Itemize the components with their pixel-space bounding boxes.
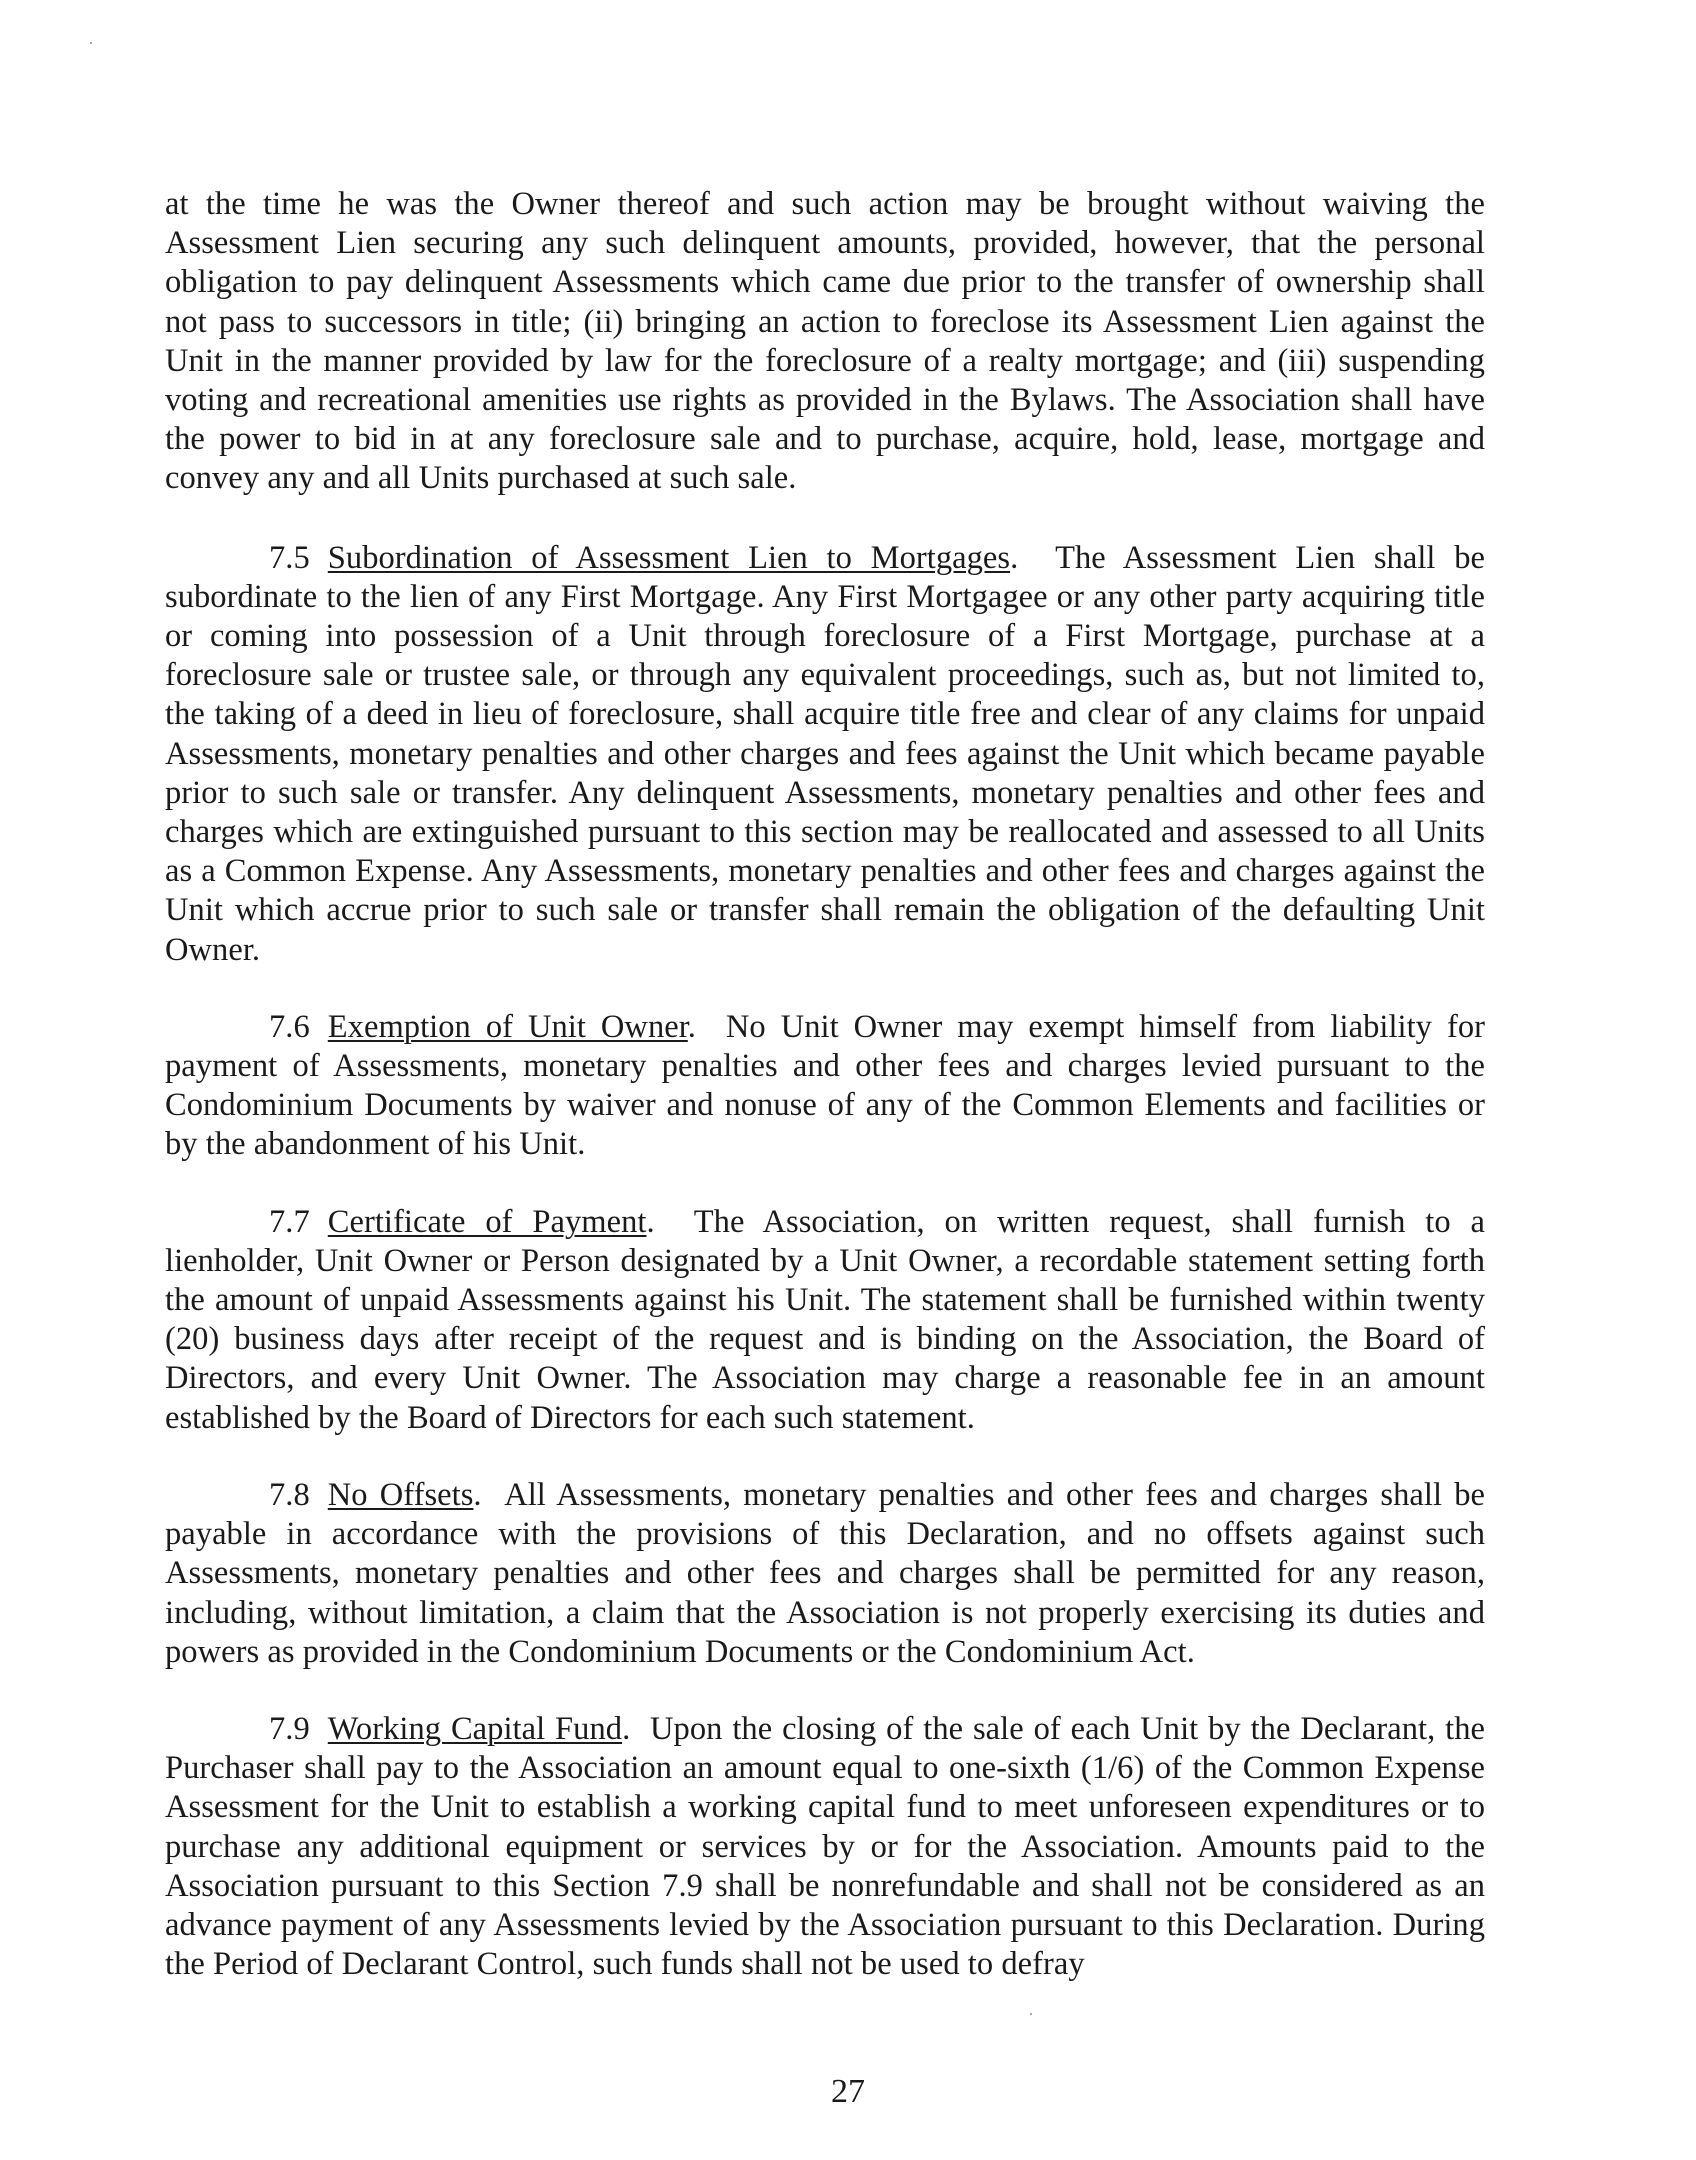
- section-number: 7.5: [269, 539, 310, 576]
- section-number: 7.9: [269, 1710, 310, 1747]
- section-7-8: 7.8 No Offsets. All Assessments, monetary penalties and other fees and charges shall be payable in accordance with the provisions of this Declaration, and no offsets against such Assessments, monetary penalties and other fees and charges shall be permitted for any reason, including, without limitation, a claim that the Association is not properly exercising its duties and powers as provided in the Condominium Documents or the Condominium Act.: [165, 1476, 1486, 1670]
- section-title: Subordination of Assessment Lien to Mortgages: [327, 539, 1011, 576]
- section-body: The Association, on written request, shall furnish to a lienholder, Unit Owner or Person designated by a Unit Owner, a recordable statement setting forth the amount of unpaid Assessments against his Unit. The statement shall be furnished within twenty (20) business days after receipt of the request and is binding on the Association, the Board of Directors, and every Unit Owner. The Association may charge a reasonable fee in an amount established by the Board of Directors for each such statement.: [165, 1203, 1485, 1436]
- section-body: All Assessments, monetary penalties and other fees and charges shall be payable in accordance with the provisions of this Declaration, and no offsets against such Assessments, monetary penalties and other fees and charges shall be permitted for any reason, including, without limitation, a claim that the Association is not properly exercising its duties and powers as provided in the Condominium Documents or the Condominium Act.: [165, 1476, 1486, 1670]
- section-7-7: 7.7 Certificate of Payment. The Association, on written request, shall furnish to a lienholder, Unit Owner or Person designated by a Unit Owner, a recordable statement setting forth the amount of unpaid Assessments against his Unit. The statement shall be furnished within twenty (20) business days after receipt of the request and is binding on the Association, the Board of Directors, and every Unit Owner. The Association may charge a reasonable fee in an amount established by the Board of Directors for each such statement.: [165, 1203, 1485, 1436]
- section-body: The Assessment Lien shall be subordinate to the lien of any First Mortgage. Any First Mortgagee or any other party acquiring title or coming into possession of a Unit through foreclosure of a First Mortgage, purchase at a foreclosure sale or trustee sale, or through any equivalent proceedings, such as, but not limited to, the taking of a deed in lieu of foreclosure, shall acquire title free and clear of any claims for unpaid Assessments, monetary penalties and other charges and fees against the Unit which became payable prior to such sale or transfer. Any delinquent Assessments, monetary penalties and other fees and charges which are extinguished pursuant to this section may be reallocated and assessed to all Units as a Common Expense. Any Assessments, monetary penalties and other fees and charges against the Unit which accrue prior to such sale or transfer shall remain the obligation of the defaulting Unit Owner.: [165, 539, 1485, 968]
- section-body: Upon the closing of the sale of each Unit by the Declarant, the Purchaser shall pay to the Association an amount equal to one-sixth (1/6) of the Common Expense Assessment for the Unit to establish a working capital fund to meet unforeseen expenditures or to purchase any additional equipment or services by or for the Association. Amounts paid to the Association pursuant to this Section 7.9 shall be nonrefundable and shall not be considered as an advance payment of any Assessments levied by the Association pursuant to this Declaration. During the Period of Declarant Control, such funds shall not be used to defray: [165, 1710, 1486, 1983]
- document-body: [165, 185, 1485, 2022]
- section-title: Working Capital Fund: [327, 1710, 623, 1747]
- opening-paragraph: at the time he was the Owner thereof and such action may be brought without waiving the Assessment Lien securing any such delinquent amounts, provided, however, that the personal obligation to pay delinquent Assessments which came due prior to the transfer of ownership shall not pass to successors in title; (ii) bringing an action to foreclose its Assessment Lien against the Unit in the manner provided by law for the foreclosure of a realty mortgage; and (iii) suspending voting and recreational amenities use rights as provided in the Bylaws. The Association shall have the power to bid in at any foreclosure sale and to purchase, acquire, hold, lease, mortgage and convey any and all Units purchased at such sale.: [165, 186, 1485, 497]
- section-7-6: 7.6 Exemption of Unit Owner. No Unit Owner may exempt himself from liability for payment of Assessments, monetary penalties and other fees and charges levied pursuant to the Condominium Documents by waiver and nonuse of any of the Common Elements and facilities or by the abandonment of his Unit.: [165, 1008, 1485, 1163]
- section-number: 7.8: [269, 1476, 310, 1513]
- page-number: 27: [831, 2073, 865, 2110]
- scan-speck: [90, 42, 92, 44]
- section-number: 7.7: [269, 1203, 310, 1240]
- section-title: Exemption of Unit Owner: [327, 1008, 688, 1045]
- section-title: No Offsets: [327, 1476, 474, 1513]
- section-number: 7.6: [269, 1008, 310, 1045]
- section-7-5: 7.5 Subordination of Assessment Lien to Mortgages. The Assessment Lien shall be subordinate to the lien of any First Mortgage. Any First Mortgagee or any other party acquiring title or coming into possession of a Unit through foreclosure of a First Mortgage, purchase at a foreclosure sale or trustee sale, or through any equivalent proceedings, such as, but not limited to, the taking of a deed in lieu of foreclosure, shall acquire title free and clear of any claims for unpaid Assessments, monetary penalties and other charges and fees against the Unit which became payable prior to such sale or transfer. Any delinquent Assessments, monetary penalties and other fees and charges which are extinguished pursuant to this section may be reallocated and assessed to all Units as a Common Expense. Any Assessments, monetary penalties and other fees and charges against the Unit which accrue prior to such sale or transfer shall remain the obligation of the defaulting Unit Owner.: [165, 539, 1485, 968]
- section-body: No Unit Owner may exempt himself from liability for payment of Assessments, monetary penalties and other fees and charges levied pursuant to the Condominium Documents by waiver and nonuse of any of the Common Elements and facilities or by the abandonment of his Unit.: [165, 1008, 1485, 1163]
- section-title: Certificate of Payment: [327, 1203, 647, 1240]
- section-7-9: 7.9 Working Capital Fund. Upon the closing of the sale of each Unit by the Declarant, the Purchaser shall pay to the Association an amount equal to one-sixth (1/6) of the Common Expense Assessment for the Unit to establish a working capital fund to meet unforeseen expenditures or to purchase any additional equipment or services by or for the Association. Amounts paid to the Association pursuant to this Section 7.9 shall be nonrefundable and shall not be considered as an advance payment of any Assessments levied by the Association pursuant to this Declaration. During the Period of Declarant Control, such funds shall not be used to defray: [165, 1710, 1486, 1983]
